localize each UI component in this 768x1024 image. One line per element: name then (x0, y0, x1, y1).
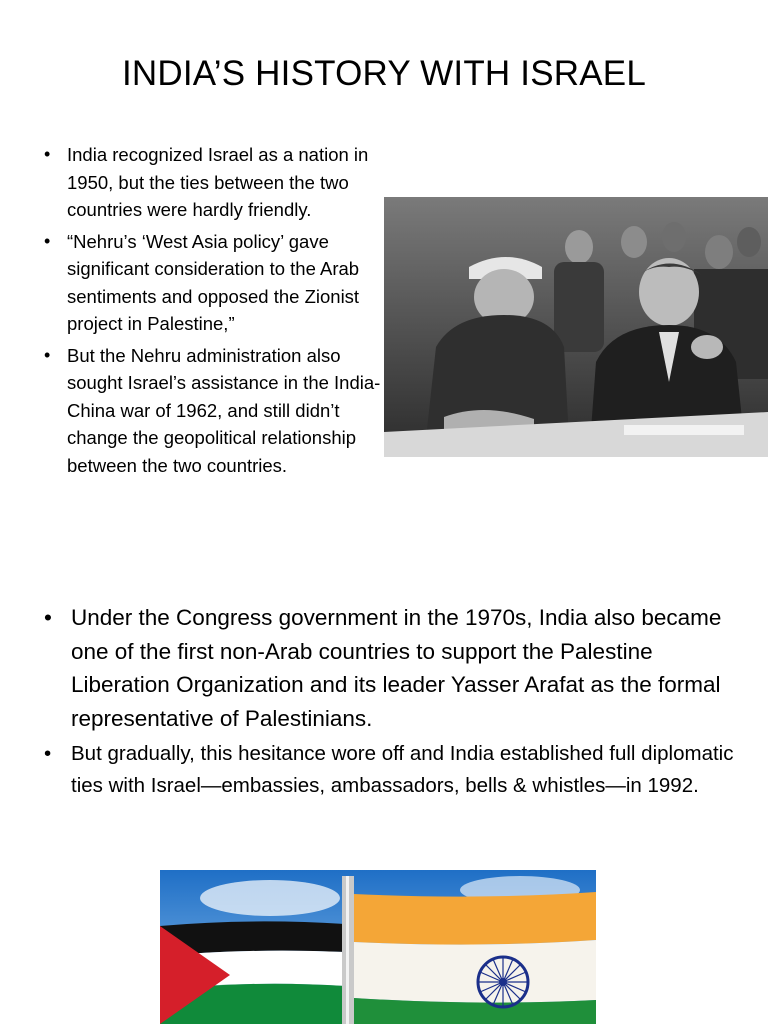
historical-photo (384, 197, 768, 457)
bullet-item: • But gradually, this hesitance wore off and India established full diplomatic ties with Israel—embassies, ambassadors, bells & whistles—in 1992. (42, 738, 742, 802)
bullet-item: • But the Nehru administration also sought Israel’s assistance in the India-China war of 1962, and still didn’t change the geopolitical relationship between the two countries. (42, 342, 387, 480)
bullet-item: • India recognized Israel as a nation in 1950, but the ties between the two countries were hardly friendly. (42, 141, 387, 224)
bullet-item: • Under the Congress government in the 1970s, India also became one of the first non-Arab countries to support the Palestine Liberation Organization and its leader Yasser Arafat as the formal representative of Palestinians. (42, 601, 742, 735)
flags-photo (160, 870, 596, 1024)
slide-title: INDIA’S HISTORY WITH ISRAEL (121, 54, 647, 93)
bottom-bullet-list (42, 601, 742, 802)
top-bullet-list (42, 141, 387, 483)
bullet-item: • “Nehru’s ‘West Asia policy’ gave significant consideration to the Arab sentiments and opposed the Zionist project in Palestine,” (42, 228, 387, 338)
